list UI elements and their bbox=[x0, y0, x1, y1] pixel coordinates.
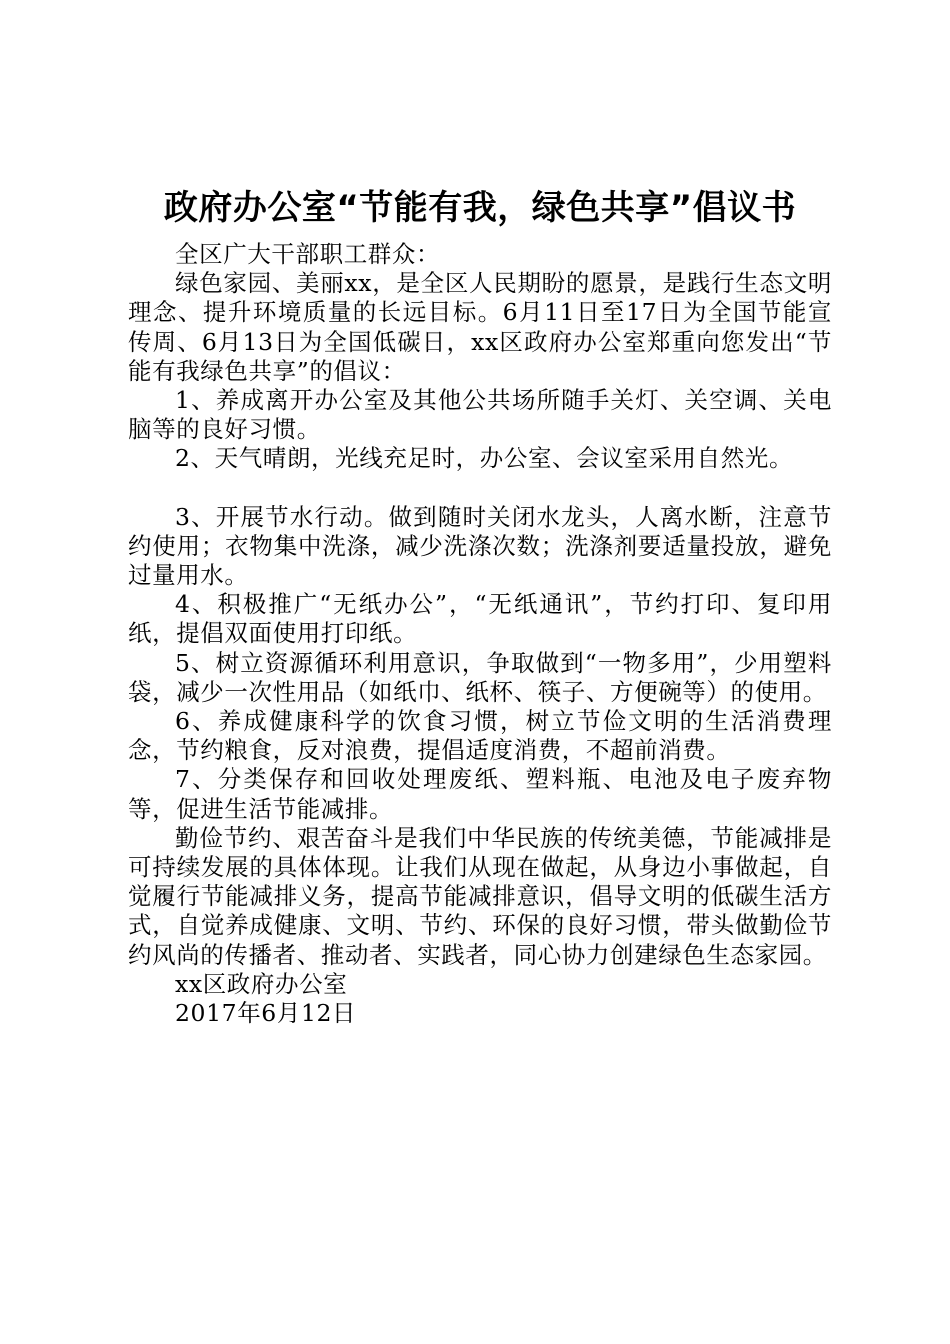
proposal-item-6: 6、养成健康科学的饮食习惯，树立节俭文明的生活消费理念，节约粮食，反对浪费，提倡适度消费，不超前消费。 bbox=[128, 707, 832, 765]
proposal-item-3: 3、开展节水行动。做到随时关闭水龙头，人离水断，注意节约使用；衣物集中洗涤，减少洗涤次数；洗涤剂要适量投放，避免过量用水。 bbox=[128, 502, 832, 590]
date: 2017年6月12日 bbox=[175, 999, 357, 1028]
salutation: 全区广大干部职工群众： bbox=[175, 240, 441, 268]
proposal-item-4: 4、积极推广“无纸办公”，“无纸通讯”，节约打印、复印用纸，提倡双面使用打印纸。 bbox=[128, 590, 832, 648]
blank-line bbox=[128, 474, 832, 503]
document-body bbox=[128, 240, 832, 1028]
document-title: 政府办公室“节能有我，绿色共享”倡议书 bbox=[163, 188, 797, 228]
closing-paragraph: 勤俭节约、艰苦奋斗是我们中华民族的传统美德，节能减排是可持续发展的具体体现。让我们从现在做起，从身边小事做起，自觉履行节能减排义务，提高节能减排意识，倡导文明的低碳生活方式，自觉养成健康、文明、节约、环保的良好习惯，带头做勤俭节约风尚的传播者、推动者、实践者，同心协力创建绿色生态家园。 bbox=[128, 823, 832, 969]
intro-paragraph: 绿色家园、美丽xx，是全区人民期盼的愿景，是践行生态文明理念、提升环境质量的长远目标。6月11日至17日为全国节能宣传周、6月13日为全国低碳日，xx区政府办公室郑重向您发出“节能有我绿色共享”的倡议： bbox=[128, 269, 832, 385]
proposal-item-7: 7、分类保存和回收处理废纸、塑料瓶、电池及电子废弃物等，促进生活节能减排。 bbox=[128, 765, 832, 823]
signature: xx区政府办公室 bbox=[175, 969, 348, 998]
document-page bbox=[128, 182, 832, 1028]
proposal-item-1: 1、养成离开办公室及其他公共场所随手关灯、关空调、关电脑等的良好习惯。 bbox=[128, 386, 832, 444]
proposal-item-2: 2、天气晴朗，光线充足时，办公室、会议室采用自然光。 bbox=[175, 444, 794, 473]
proposal-item-5: 5、树立资源循环利用意识，争取做到“一物多用”，少用塑料袋，减少一次性用品（如纸巾、纸杯、筷子、方便碗等）的使用。 bbox=[128, 648, 832, 706]
